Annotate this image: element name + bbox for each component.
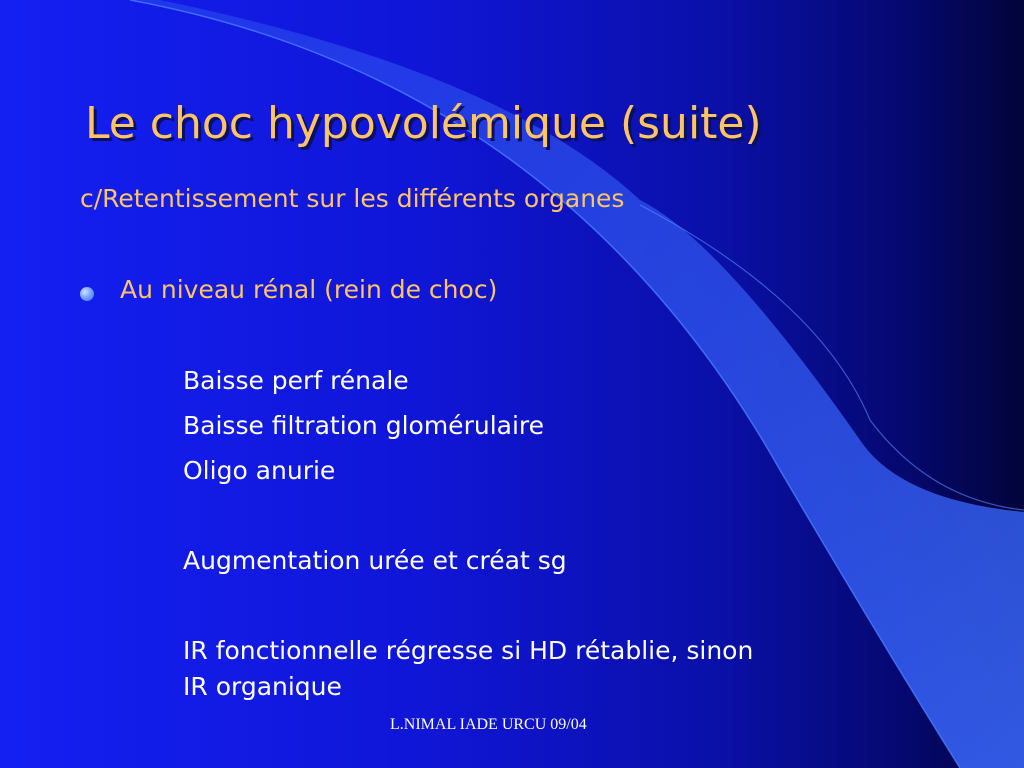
slide-footer: L.NIMAL IADE URCU 09/04 (390, 716, 587, 733)
bullet-label: Au niveau rénal (rein de choc) (120, 275, 498, 304)
detail-line: Oligo anurie (183, 456, 336, 485)
slide-title: Le choc hypovolémique (suite) (85, 98, 762, 149)
slide-subtitle: c/Retentissement sur les différents organes (80, 184, 625, 213)
detail-line: Augmentation urée et créat sg (183, 546, 567, 575)
detail-line: IR organique (183, 672, 342, 701)
detail-line: IR fonctionnelle régresse si HD rétablie, sinon (183, 636, 754, 665)
detail-line: Baisse filtration glomérulaire (183, 411, 545, 440)
bullet-dot-icon (80, 287, 94, 301)
detail-line: Baisse perf rénale (183, 366, 409, 395)
